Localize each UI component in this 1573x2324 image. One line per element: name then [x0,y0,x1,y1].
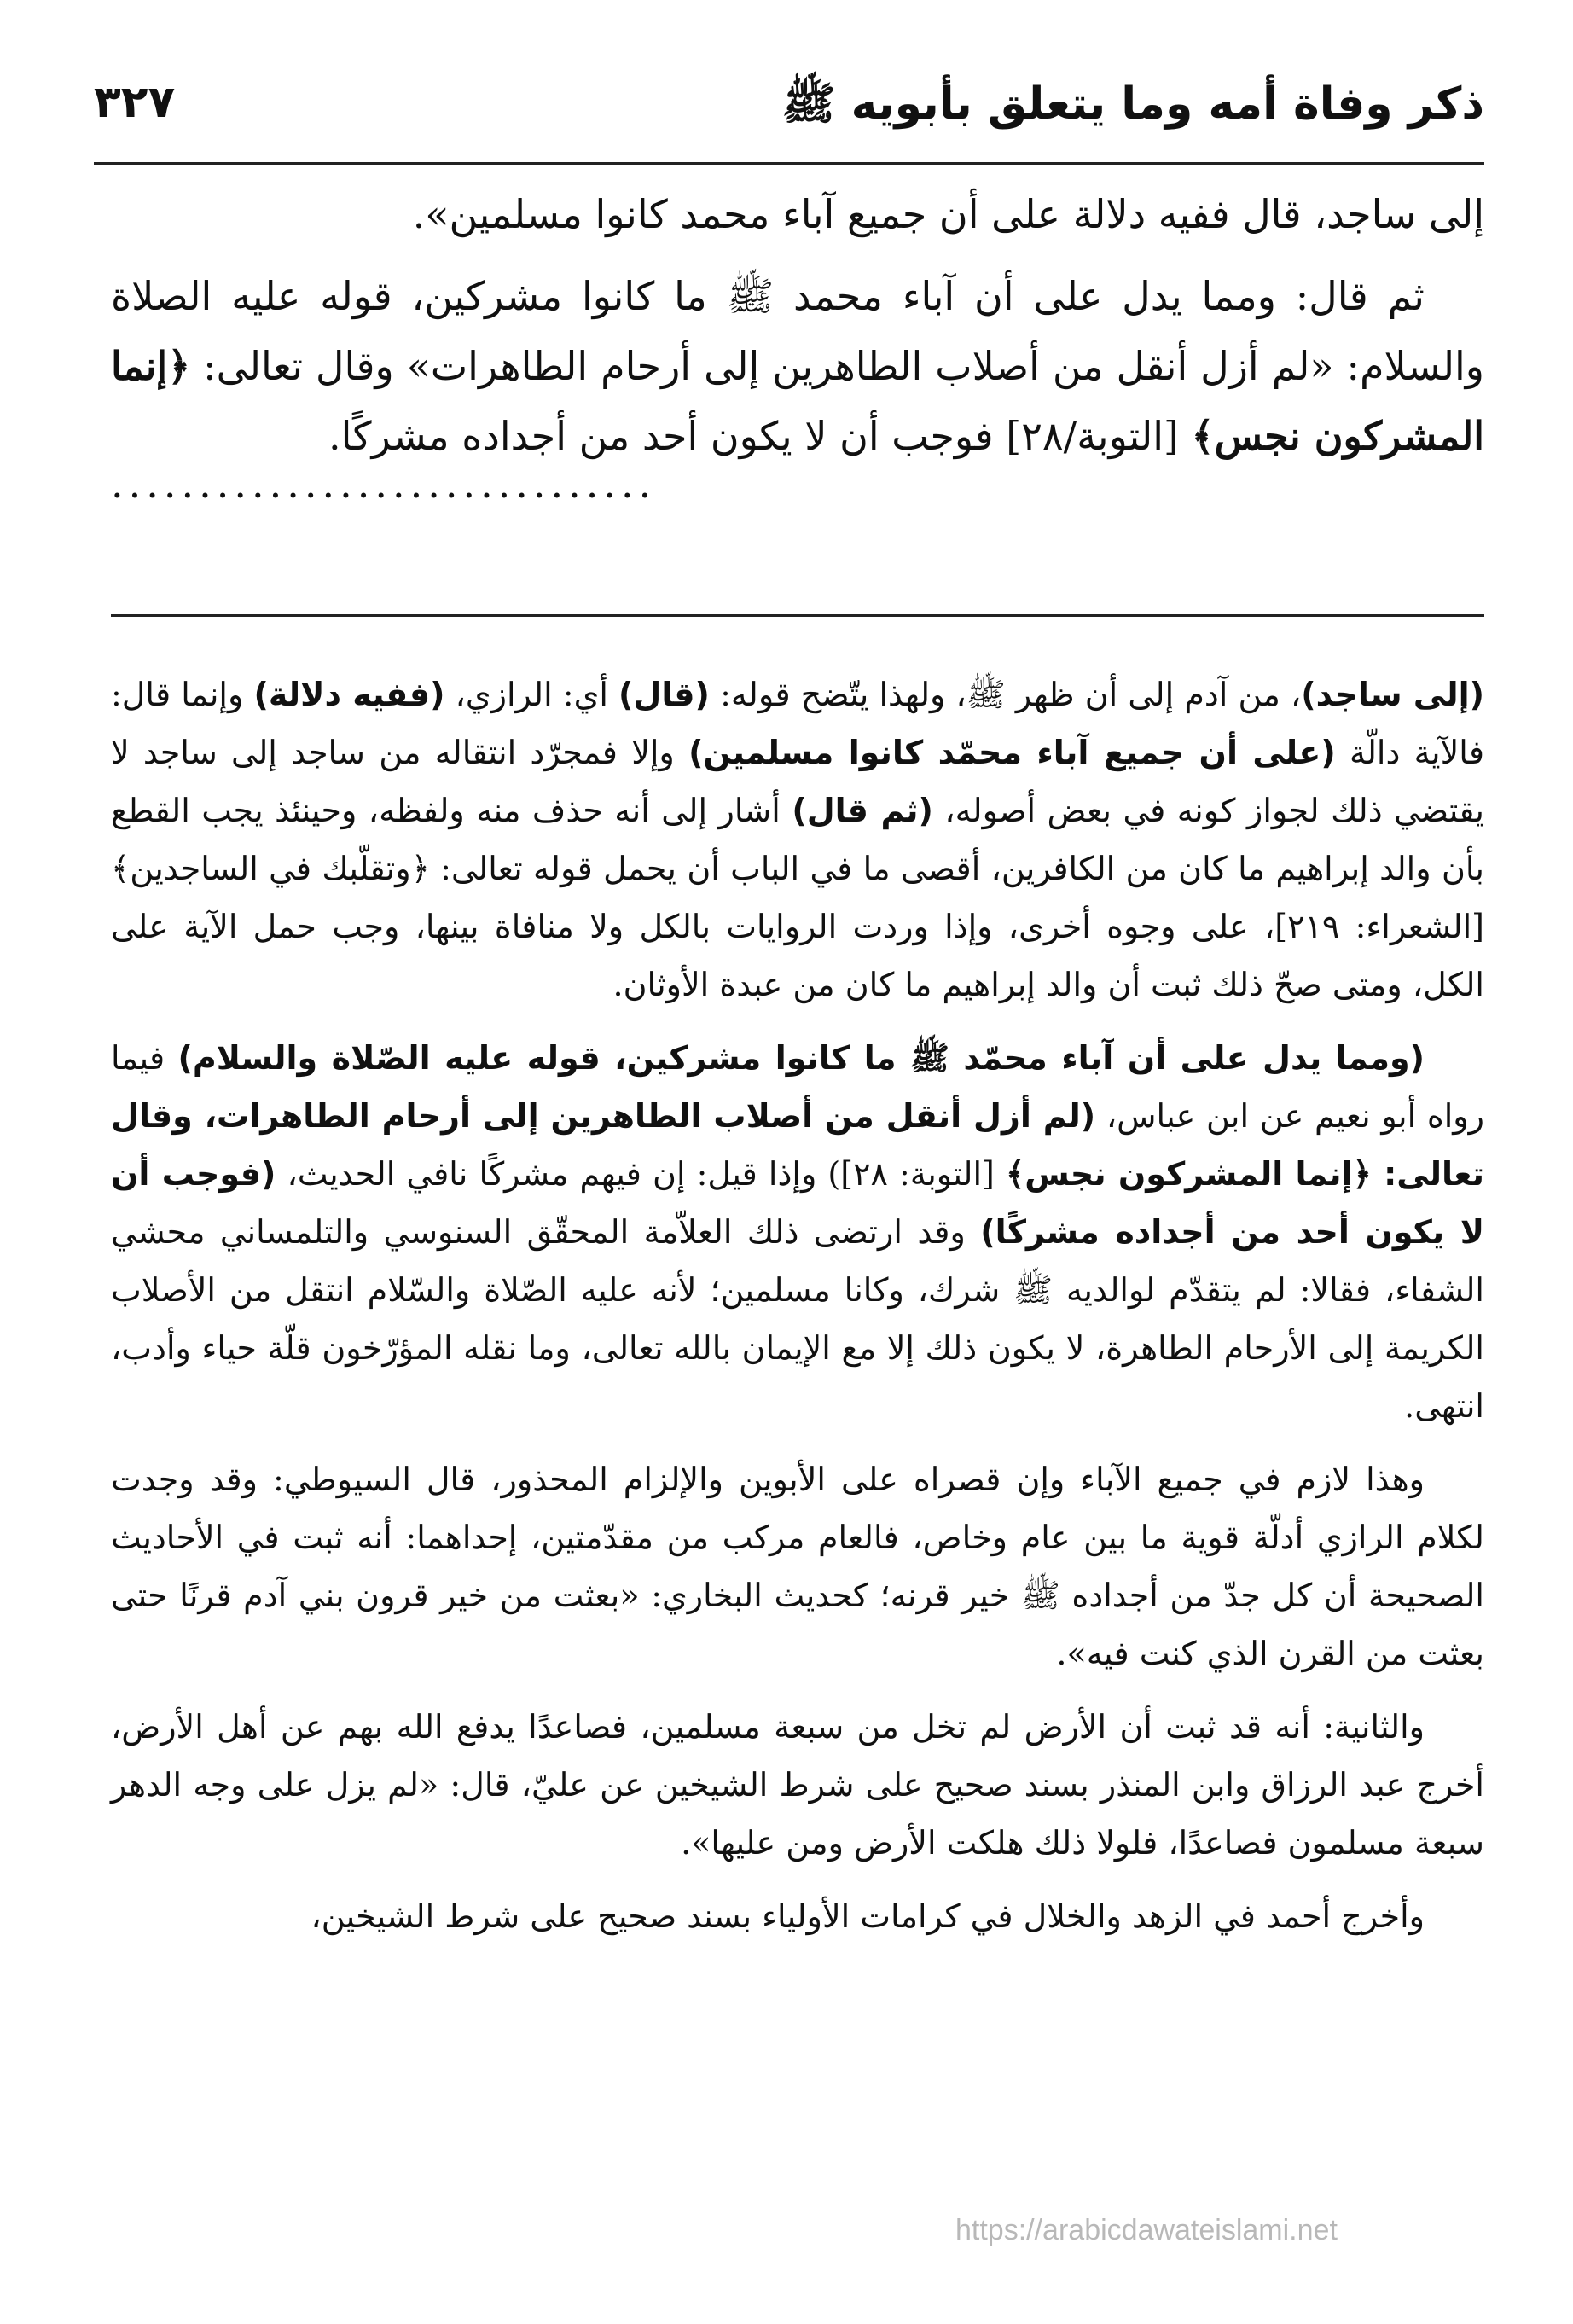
commentary-paragraph: والثانية: أنه قد ثبت أن الأرض لم تخل من سبعة مسلمين، فصاعدًا يدفع الله بهم عن أهل الأرض، أخرج عبد الرزاق وابن المنذر بسند صحيح على شرط الشيخين عن عليّ، قال: «لم يزل على وجه الدهر سبعة مسلمون فصاعدًا، فلولا ذلك هلكت الأرض ومن عليها». [111,1708,1484,1862]
commentary-text: فيما رواه أبو نعيم عن ابن عباس، [111,1039,1485,1135]
main-paragraph [111,261,1484,471]
page-number: ٣٢٧ [94,77,176,128]
commentary-paragraph: وأخرج أحمد في الزهد والخلال في كرامات الأولياء بسند صحيح على شرط الشيخين، [311,1897,1425,1935]
commentary-paragraph: وهذا لازم في جميع الآباء وإن قصراه على الأبوين والإلزام المحذور، قال السيوطي: وقد وجدت لكلام الرازي أدلّة قوية ما بين عام وخاص، فالعام مركب من مقدّمتين، إحداهما: أنه ثبت في الأحاديث الصحيحة أن كل جدّ من أجداده ﷺ خير قرنه؛ كحديث البخاري: «بعثت من خير قرون بني آدم قرنًا حتى بعثت من القرن الذي كنت فيه». [111,1461,1484,1672]
separator-rule [111,614,1484,617]
commentary-quote: (على أن جميع آباء محمّد كانوا مسلمين) [688,734,1336,771]
page-header [94,60,1484,165]
commentary-text: أشار إلى أنه حذف منه ولفظه، وحينئذ يجب القطع بأن والد إبراهيم ما كان من الكافرين، أقصى ما في الباب أن يحمل قوله تعالى: ﴿وتقلّبك في الساجدين﴾ [الشعراء: ٢١٩]، على وجوه أخرى، وإذا وردت الروايات بالكل ولا منافاة بينها، وجب حمل الآية على الكل، ومتى صحّ ذلك ثبت أن والد إبراهيم ما كان من عبدة الأوثان. [111,792,1485,1003]
commentary-text: أي: الرازي، [444,676,619,713]
commentary-text: ، من آدم إلى أن ظهر ﷺ، ولهذا يتّضح قوله: [709,676,1302,713]
commentary-quote: (فوجب أن لا يكون أحد من أجداده مشركًا) [111,1155,1484,1251]
commentary-text: وقد ارتضى ذلك العلاّمة المحقّق السنوسي والتلمساني محشي الشفاء، فقالا: لم يتقدّم لوالديه ﷺ شرك، وكانا مسلمين؛ لأنه عليه الصّلاة والسّلام انتقل من الأصلاب الكريمة إلى الأرحام الطاهرة، لا يكون ذلك إلا مع الإيمان بالله تعالى، وما نقله المؤرّخون قلّة حياء وأدب، انتهى. [111,1213,1484,1425]
main-text-span: [التوبة/٢٨] فوجب أن لا يكون أحد من أجداده مشركًا. [328,413,1192,459]
commentary-quote: (ثم قال) [792,792,933,829]
commentary-text: [التوبة: ٢٨]) وإذا قيل: إن فيهم مشركًا نافي الحديث، [276,1155,1006,1193]
watermark-url: https://arabicdawateislami.net [955,2214,1338,2246]
main-text [111,179,1484,507]
commentary-quote: (لم أزل أنقل من أصلاب الطاهرين إلى أرحام الطاهرات، وقال تعالى: ﴿إنما المشركون نجس﴾ [111,1097,1485,1193]
commentary-text: وإلا فمجرّد انتقاله من ساجد إلى ساجد لا يقتضي ذلك لجواز كونه في بعض أصوله، [111,734,1484,829]
commentary-paragraph [111,1029,1484,1435]
commentary-quote: (ومما يدل على أن آباء محمّد ﷺ ما كانوا مشركين، قوله عليه الصّلاة والسلام) [177,1039,1425,1077]
dotted-leader: ............................... [111,461,657,507]
running-title: ذكر وفاة أمه وما يتعلق بأبويه ﷺ [781,78,1484,130]
commentary [111,665,1484,1961]
main-paragraph: إلى ساجد، قال ففيه دلالة على أن جميع آباء محمد كانوا مسلمين». [412,191,1484,237]
commentary-text: وإنما قال: فالآية دالّة [111,676,1485,771]
commentary-paragraph [111,665,1484,1014]
commentary-quote: (قال) [618,676,710,713]
quran-verse: ﴿إنما المشركون نجس﴾ [111,343,1484,459]
main-text-span: ثم قال: ومما يدل على أن آباء محمد ﷺ ما كانوا مشركين، قوله عليه الصلاة والسلام: «لم أزل أنقل من أصلاب الطاهرين إلى أرحام الطاهرات» وقال تعالى: [111,273,1484,389]
commentary-quote: (ففيه دلالة) [253,676,445,713]
commentary-quote: (إلى ساجد) [1301,676,1484,713]
